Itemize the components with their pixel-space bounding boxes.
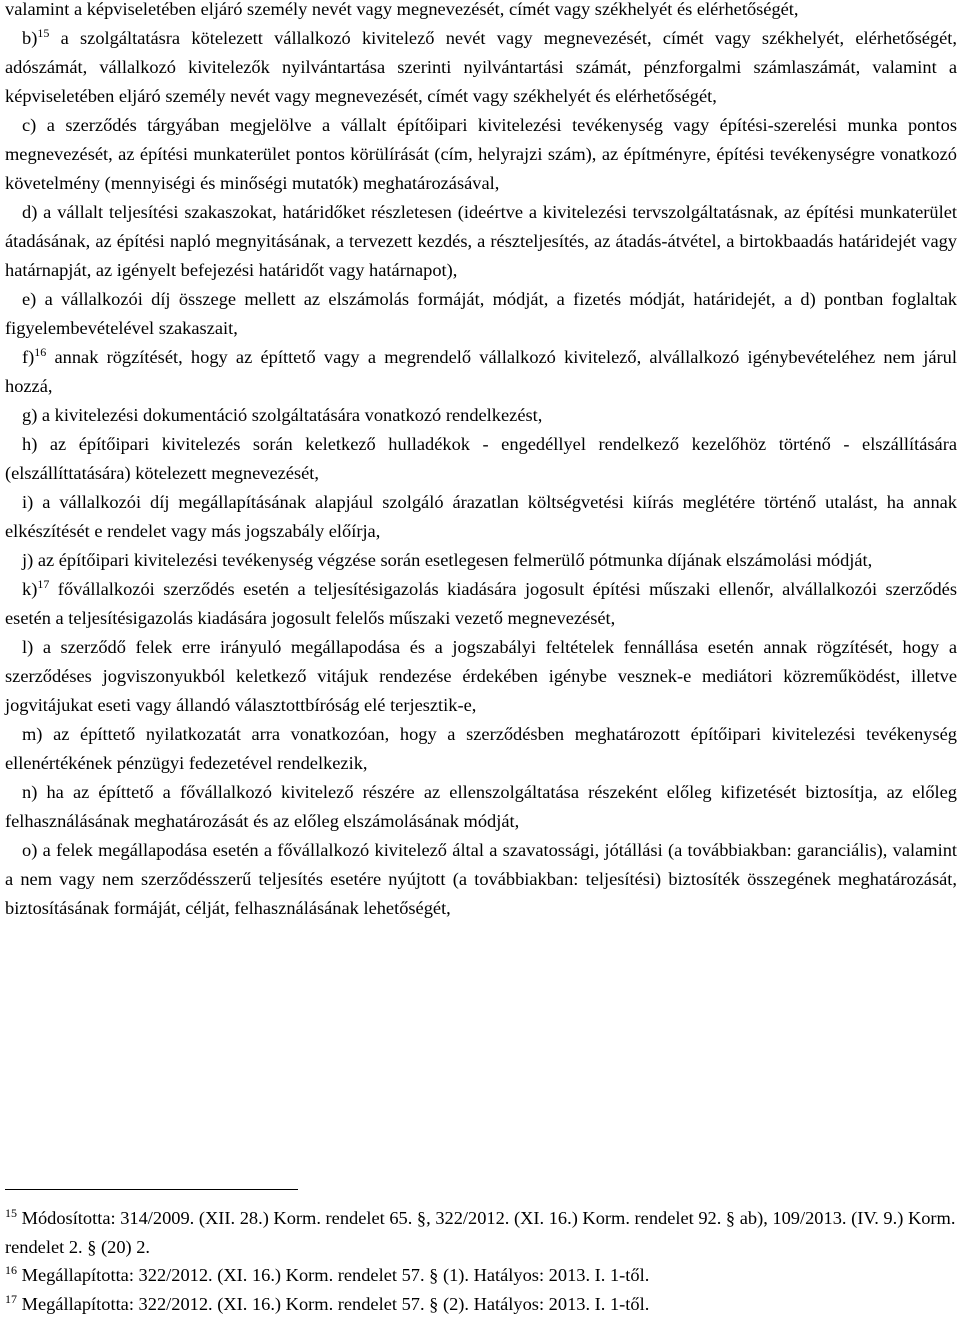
item-marker: f)	[22, 347, 35, 367]
paragraph-k	[5, 575, 957, 633]
footnote-16	[5, 1261, 957, 1290]
paragraph-n	[5, 778, 957, 836]
paragraph-m	[5, 720, 957, 778]
paragraph-text: h) az építőipari kivitelezés során keletkező hulladékok - engedéllyel rendelkező kezelőhöz történő - elszállítására (elszállíttatására) kötelezett megnevezését,	[5, 434, 957, 483]
paragraph-h	[5, 430, 957, 488]
paragraph-text: fővállalkozói szerződés esetén a teljesítésigazolás kiadására jogosult építési műszaki ellenőr, alvállalkozói szerződés esetén a teljesítésigazolás kiadására jogosult felelős műszaki vezető megnevezését,	[5, 579, 957, 628]
paragraph-o	[5, 836, 957, 923]
paragraph-text: c) a szerződés tárgyában megjelölve a vállalt építőipari kivitelezési tevékenység vagy építési-szerelési munka pontos megnevezését, az építési munkaterület pontos körülírását (cím, helyrajzi szám), az építményre, építési tevékenységre vonatkozó követelmény (mennyiségi és minőségi mutatók) meghatározásával,	[5, 115, 957, 193]
paragraph-text: e) a vállalkozói díj összege mellett az elszámolás formáját, módját, a fizetés módját, határidejét, a d) pontban foglaltak figyelembevételével szakaszait,	[5, 289, 957, 338]
paragraph-text: o) a felek megállapodása esetén a fővállalkozó kivitelező által a szavatossági, jótállási (a továbbiakban: garanciális), valamint a nem vagy nem szerződésszerű teljesítés esetére nyújtott (a továbbiakban: teljesítési) biztosíték összegének meghatározását, biztosításának formáját, célját, felhasználásának lehetőségét,	[5, 840, 957, 918]
item-marker: k)	[22, 579, 38, 599]
paragraph-l	[5, 633, 957, 720]
paragraph-text: n) ha az építtető a fővállalkozó kivitelező részére az ellenszolgáltatása részeként előleg kifizetését biztosítja, az előleg felhasználásának meghatározását és az előleg elszámolásának módját,	[5, 782, 957, 831]
footnote-number: 17	[5, 1291, 17, 1306]
paragraph-text: l) a szerződő felek erre irányuló megállapodása és a jogszabályi feltételek fennállása esetén annak rögzítését, hogy a szerződéses jogviszonyukból keletkező vitájuk rendezése érdekében igénybe vesznek-e mediátori közreműködést, illetve jogvitájukat eseti vagy állandó választottbíróság elé terjesztik-e,	[5, 637, 957, 715]
paragraph-b	[5, 24, 957, 111]
paragraph-f	[5, 343, 957, 401]
paragraph-g	[5, 401, 957, 430]
paragraph-text: annak rögzítését, hogy az építtető vagy a megrendelő vállalkozó kivitelező, alvállalkozó igénybevételéhez nem járul hozzá,	[5, 347, 957, 396]
footnote-reference[interactable]: 16	[34, 345, 47, 359]
document-body	[5, 0, 957, 923]
item-marker: b)	[22, 28, 38, 48]
paragraph-text: g) a kivitelezési dokumentáció szolgáltatására vonatkozó rendelkezést,	[22, 405, 543, 425]
paragraph-text: d) a vállalt teljesítési szakaszokat, határidőket részletesen (ideértve a kivitelezési tervszolgáltatásnak, az építési munkaterület átadásának, az építési napló megnyitásának, a tervezett kezdés, a részteljesítés, az átadás-átvétel, a birtokbaadás határidejét vagy határnapját, az igényelt befejezési határidőt vagy határnapot),	[5, 202, 957, 280]
footnote-15	[5, 1204, 957, 1261]
paragraph-i	[5, 488, 957, 546]
paragraph-d	[5, 198, 957, 285]
footnote-reference[interactable]: 17	[37, 577, 50, 591]
paragraph-a-continuation	[5, 0, 957, 24]
paragraph-text: valamint a képviseletében eljáró személy nevét vagy megnevezését, címét vagy székhelyét és elérhetőségét,	[5, 0, 799, 19]
footnote-reference[interactable]: 15	[37, 26, 50, 40]
footnote-17	[5, 1290, 957, 1319]
footnote-number: 15	[5, 1206, 17, 1220]
paragraph-c	[5, 111, 957, 198]
paragraph-text: i) a vállalkozói díj megállapításának alapjául szolgáló árazatlan költségvetési kiírás meglétére történő utalást, ha annak elkészítését e rendelet vagy más jogszabály előírja,	[5, 492, 957, 541]
paragraph-j	[5, 546, 957, 575]
paragraph-e	[5, 285, 957, 343]
footnote-text: Módosította: 314/2009. (XII. 28.) Korm. rendelet 65. §, 322/2012. (XI. 16.) Korm. rendelet 92. § ab), 109/2013. (IV. 9.) Korm. rendelet 2. § (20) 2.	[5, 1208, 956, 1257]
footnote-text: Megállapította: 322/2012. (XI. 16.) Korm. rendelet 57. § (2). Hatályos: 2013. I. 1-től.	[17, 1293, 650, 1314]
paragraph-text: j) az építőipari kivitelezési tevékenység végzése során esetlegesen felmerülő pótmunka díjának elszámolási módját,	[22, 550, 873, 570]
footnote-number: 16	[5, 1263, 17, 1277]
footnote-text: Megállapította: 322/2012. (XI. 16.) Korm. rendelet 57. § (1). Hatályos: 2013. I. 1-től.	[17, 1265, 650, 1285]
paragraph-text: m) az építtető nyilatkozatát arra vonatkozóan, hogy a szerződésben meghatározott építőipari kivitelezési tevékenység ellenértékének pénzügyi fedezetével rendelkezik,	[5, 724, 957, 773]
paragraph-text: a szolgáltatásra kötelezett vállalkozó kivitelező nevét vagy megnevezését, címét vagy székhelyét, elérhetőségét, adószámát, vállalkozó kivitelezők nyilvántartása szerinti nyilvántartási számát, pénzforgalmi számlaszámát, valamint a képviseletében eljáró személy nevét vagy megnevezését, címét vagy székhelyét és elérhetőségét,	[5, 28, 957, 106]
footnotes	[5, 1204, 957, 1318]
footnote-separator	[5, 1189, 298, 1190]
